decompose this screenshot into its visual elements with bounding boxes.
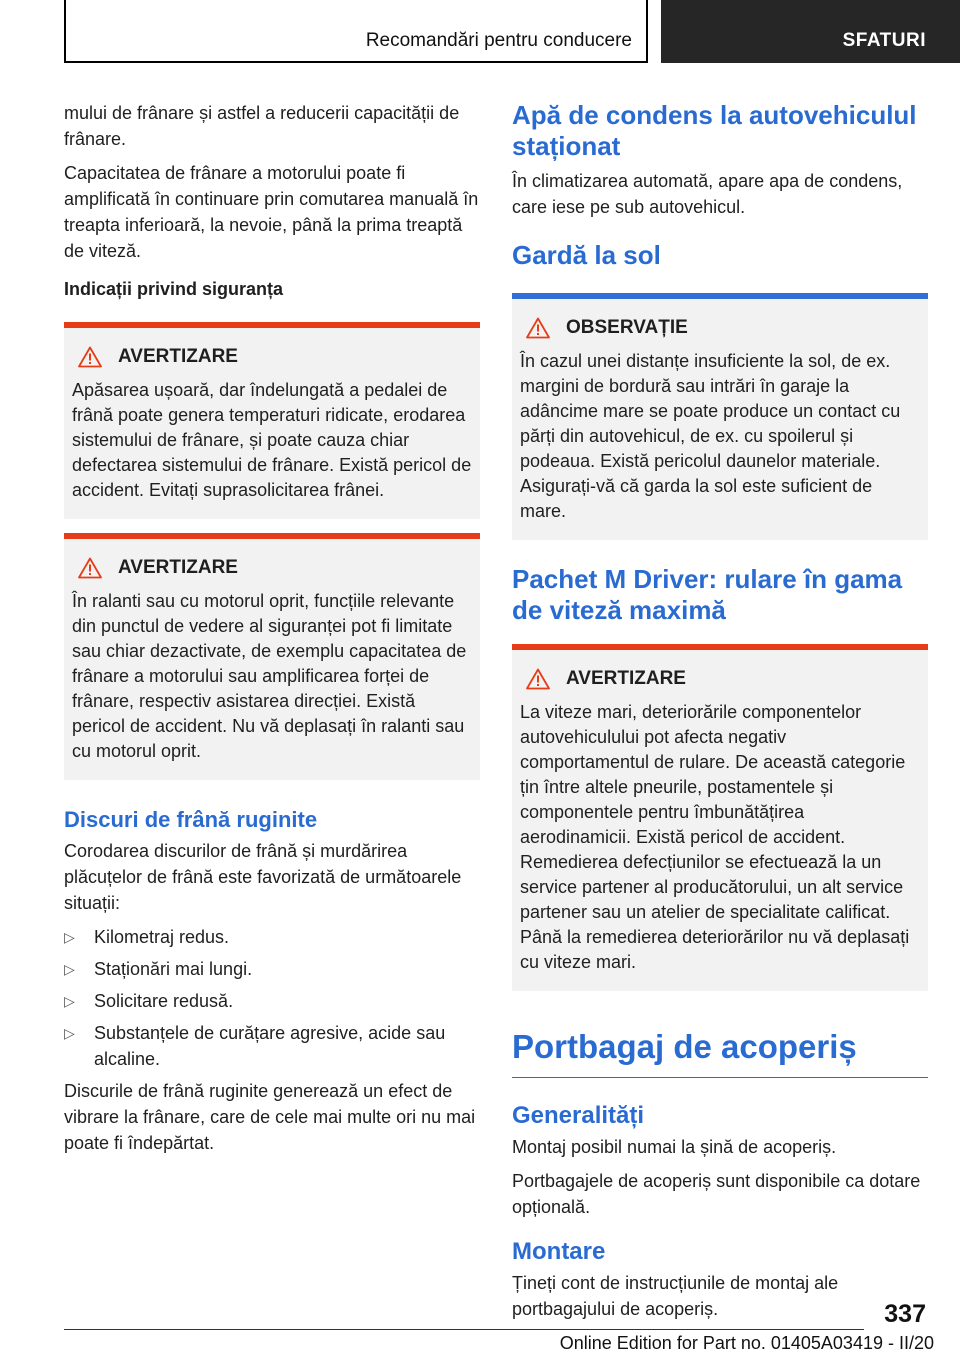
montare-heading: Montare bbox=[512, 1238, 606, 1265]
paragraph: mului de frânare și astfel a reducerii capacității de frânare. bbox=[64, 103, 460, 149]
warning-triangle-icon bbox=[78, 557, 102, 579]
warning-label: AVERTIZARE bbox=[118, 557, 238, 578]
paragraph: Țineți cont de instrucțiunile de montaj ale portbagajului de acoperiș. bbox=[512, 1273, 839, 1319]
triangle-bullet-icon: ▷ bbox=[64, 993, 75, 1009]
footer-edition: Online Edition for Part no. 01405A03419 - II/20 bbox=[559, 1333, 934, 1353]
note-text: În cazul unei distanțe insuficiente la sol, de ex. margini de bordură sau intrări în garaje la adâncime mare se poate produce un contact cu părți din autovehicul, de ex. cu spoilerul și podeaua. Există pericolul daunelor materiale. Asigurați-vă că garda la sol este suficient de mare. bbox=[520, 351, 901, 521]
paragraph: Discurile de frână ruginite generează un efect de vibrare la frânare, care de cele mai multe ori nu mai poate fi îndepărtat. bbox=[64, 1081, 476, 1153]
warning-header bbox=[520, 666, 920, 692]
garda-heading: Gardă la sol bbox=[512, 240, 661, 270]
header-tab-label: SFATURI bbox=[842, 30, 926, 51]
note-box bbox=[512, 293, 928, 540]
triangle-bullet-icon: ▷ bbox=[64, 1025, 75, 1041]
paragraph: Corodarea discurilor de frână și murdărirea plăcuțelor de frână este favorizată de următoarele situații: bbox=[64, 841, 462, 913]
triangle-bullet-icon: ▷ bbox=[64, 961, 75, 977]
warning-text: În ralanti sau cu motorul oprit, funcțiile relevante din punctul de vedere al siguranței pot fi limitate sau chiar dezactivate, de exemplu capacitatea de frânare a motorului sau amplificarea forței de frânare, respectiv asistarea direcției. Există pericol de accident. Nu vă deplasați în ralanti sau cu motorul oprit. bbox=[72, 591, 467, 761]
list-item: ▷ Substanțele de curățare agresive, acide sau alcaline. bbox=[64, 1020, 480, 1072]
left-column bbox=[64, 100, 480, 1164]
list-item: ▷ Kilometraj redus. bbox=[64, 924, 480, 950]
warning-triangle-icon bbox=[526, 317, 550, 339]
triangle-bullet-icon: ▷ bbox=[64, 929, 75, 945]
warning-header bbox=[72, 344, 472, 370]
general-heading: Generalități bbox=[512, 1102, 645, 1129]
paragraph: Montaj posibil numai la șină de acoperiș. bbox=[512, 1137, 837, 1157]
list-item: ▷ Solicitare redusă. bbox=[64, 988, 480, 1014]
paragraph: În climatizarea automată, apare apa de condens, care iese pe sub autovehicul. bbox=[512, 171, 903, 217]
header-section-title: Recomandări pentru conducere bbox=[365, 30, 632, 51]
right-column bbox=[512, 100, 928, 1330]
warning-text: La viteze mari, deteriorările componentelor autovehiculului pot afecta negativ comportamentul de rulare. De această categorie țin între altele pneurile, postamentele și componentele pentru îmbunătățirea aerodinamicii. Există pericol de accident. Remedierea defecțiunilor se efectuează la un service partener al producătorului, un alt service partener sau un atelier de specialitate calificat. Până la remedierea deteriorărilor nu vă deplasați cu viteze mari. bbox=[520, 702, 910, 972]
warning-header bbox=[72, 555, 472, 581]
portbagaj-heading: Portbagaj de acoperiș bbox=[512, 1027, 928, 1078]
note-label: OBSERVAȚIE bbox=[566, 317, 688, 338]
rust-heading: Discuri de frână ruginite bbox=[64, 807, 318, 832]
bullet-list bbox=[64, 924, 480, 1072]
warning-box bbox=[64, 322, 480, 519]
header-tab bbox=[661, 0, 960, 63]
note-header bbox=[520, 315, 920, 341]
warning-box bbox=[512, 644, 928, 991]
warning-text: Apăsarea ușoară, dar îndelungată a pedalei de frână poate genera temperaturi ridicate, erodarea sistemului de frânare, și poate cauza chiar defectarea sistemului de frânare. Există pericol de accident. Evitați suprasolicitarea frânei. bbox=[72, 380, 472, 500]
list-item: ▷ Staționări mai lungi. bbox=[64, 956, 480, 982]
paragraph: Portbagajele de acoperiș sunt disponibile ca dotare opțională. bbox=[512, 1171, 921, 1217]
header-section-box bbox=[64, 0, 648, 63]
footer-divider bbox=[64, 1329, 864, 1330]
condens-heading: Apă de condens la autovehiculul staționat bbox=[512, 100, 917, 161]
warning-triangle-icon bbox=[526, 668, 550, 690]
safety-heading: Indicații privind siguranța bbox=[64, 279, 284, 299]
page-number: 337 bbox=[884, 1300, 926, 1328]
paragraph: Capacitatea de frânare a motorului poate fi amplificată în continuare prin comutarea manuală în treapta inferioară, la nevoie, până la prima treaptă de viteză. bbox=[64, 163, 479, 261]
warning-triangle-icon bbox=[78, 346, 102, 368]
mdriver-heading: Pachet M Driver: rulare în gama de viteză maximă bbox=[512, 564, 903, 625]
warning-label: AVERTIZARE bbox=[118, 346, 238, 367]
warning-label: AVERTIZARE bbox=[566, 668, 686, 689]
warning-box bbox=[64, 533, 480, 780]
